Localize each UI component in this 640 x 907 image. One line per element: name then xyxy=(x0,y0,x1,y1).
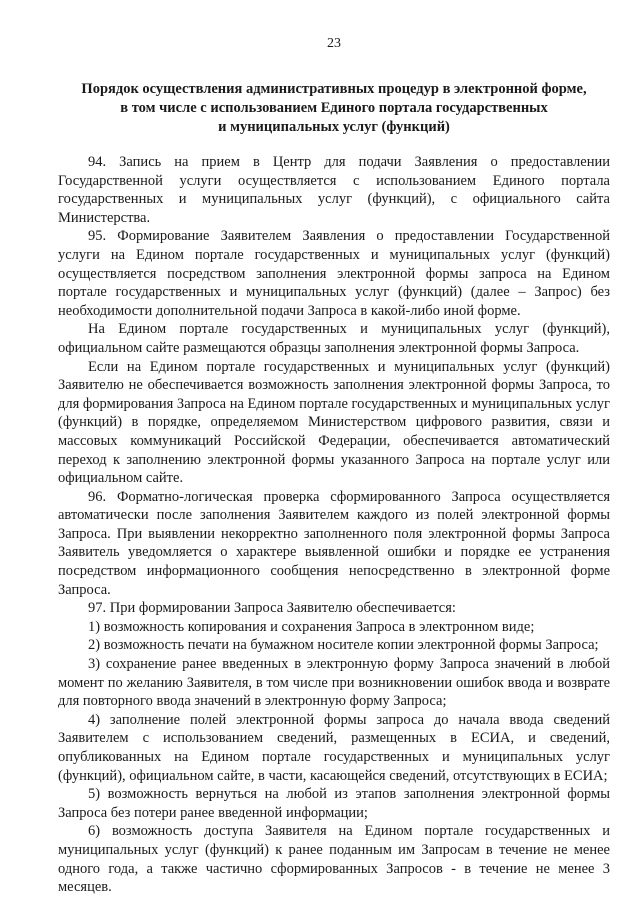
list-item-1: 1) возможность копирования и сохранения Запроса в электронном виде; xyxy=(88,618,535,635)
list-item-3: 3) сохранение ранее введенных в электронную форму Запроса значений в любой момент по желанию Заявителя, в том числе при возникновении ошибок ввода и возврате для повторного ввода значений в электронную форму Запроса; xyxy=(58,656,610,710)
heading-line: Порядок осуществления административных процедур в электронной форме, xyxy=(81,81,587,97)
section-heading xyxy=(58,80,610,137)
heading-line: и муниципальных услуг (функций) xyxy=(218,119,450,135)
paragraph-97: 97. При формировании Запроса Заявителю обеспечивается: xyxy=(88,600,456,617)
body-text xyxy=(58,153,610,897)
paragraph-95: 95. Формирование Заявителем Заявления о предоставлении Государственной услуги на Едином портале государственных и муниципальных услуг (функций) осуществляется посредством заполнения электронной формы запроса на Едином портале государственных и муниципальных услуг (функций) (далее – Запрос) без необходимости дополнительной подачи Запроса в какой-либо иной форме. xyxy=(58,228,610,319)
list-item-4: 4) заполнение полей электронной формы запроса до начала ввода сведений Заявителем с использованием сведений, размещенных в ЕСИА, и сведений, опубликованных на Едином портале государственных и муниципальных услуг (функций), официальном сайте, в части, касающейся сведений, отсутствующих в ЕСИА; xyxy=(58,711,610,784)
paragraph-96: 96. Форматно-логическая проверка сформированного Запроса осуществляется автоматически после заполнения Заявителем каждого из полей электронной формы Запроса. При выявлении некорректно заполненного поля электронной формы Запроса Заявитель уведомляется о характере выявленной ошибки и порядке ее устранения посредством информационного сообщения непосредственно в электронной форме Запроса. xyxy=(58,488,610,598)
list-item-6: 6) возможность доступа Заявителя на Едином портале государственных и муниципальных услуг (функций) к ранее поданным им Запросам в течение не менее одного года, а также частично сформированных Запросов - в течение не менее 3 месяцев. xyxy=(58,823,610,896)
page-number: 23 xyxy=(327,36,341,51)
paragraph-samples: На Едином портале государственных и муниципальных услуг (функций), официальном сайте размещаются образцы заполнения электронной формы Запроса. xyxy=(58,321,610,356)
heading-line: в том числе с использованием Единого портала государственных xyxy=(120,100,548,116)
list-item-2: 2) возможность печати на бумажном носителе копии электронной формы Запроса; xyxy=(88,637,599,654)
paragraph-auto-transition: Если на Едином портале государственных и муниципальных услуг (функций) Заявителю не обеспечивается возможность заполнения электронной формы Запроса, то для формирования Запроса на Едином портале государственных и муниципальных услуг (функций) в порядке, определяемом Министерством цифрового развития, связи и массовых коммуникаций Российской Федерации, обеспечивается автоматический переход к заполнению электронной формы указанного Запроса на портале услуг или официальном сайте. xyxy=(58,358,610,487)
list-item-5: 5) возможность вернуться на любой из этапов заполнения электронной формы Запроса без потери ранее введенной информации; xyxy=(58,786,610,821)
paragraph-94: 94. Запись на прием в Центр для подачи Заявления о предоставлении Государственной услуги осуществляется с использованием Единого портала государственных и муниципальных услуг (функций), с официального сайта Министерства. xyxy=(58,154,610,226)
